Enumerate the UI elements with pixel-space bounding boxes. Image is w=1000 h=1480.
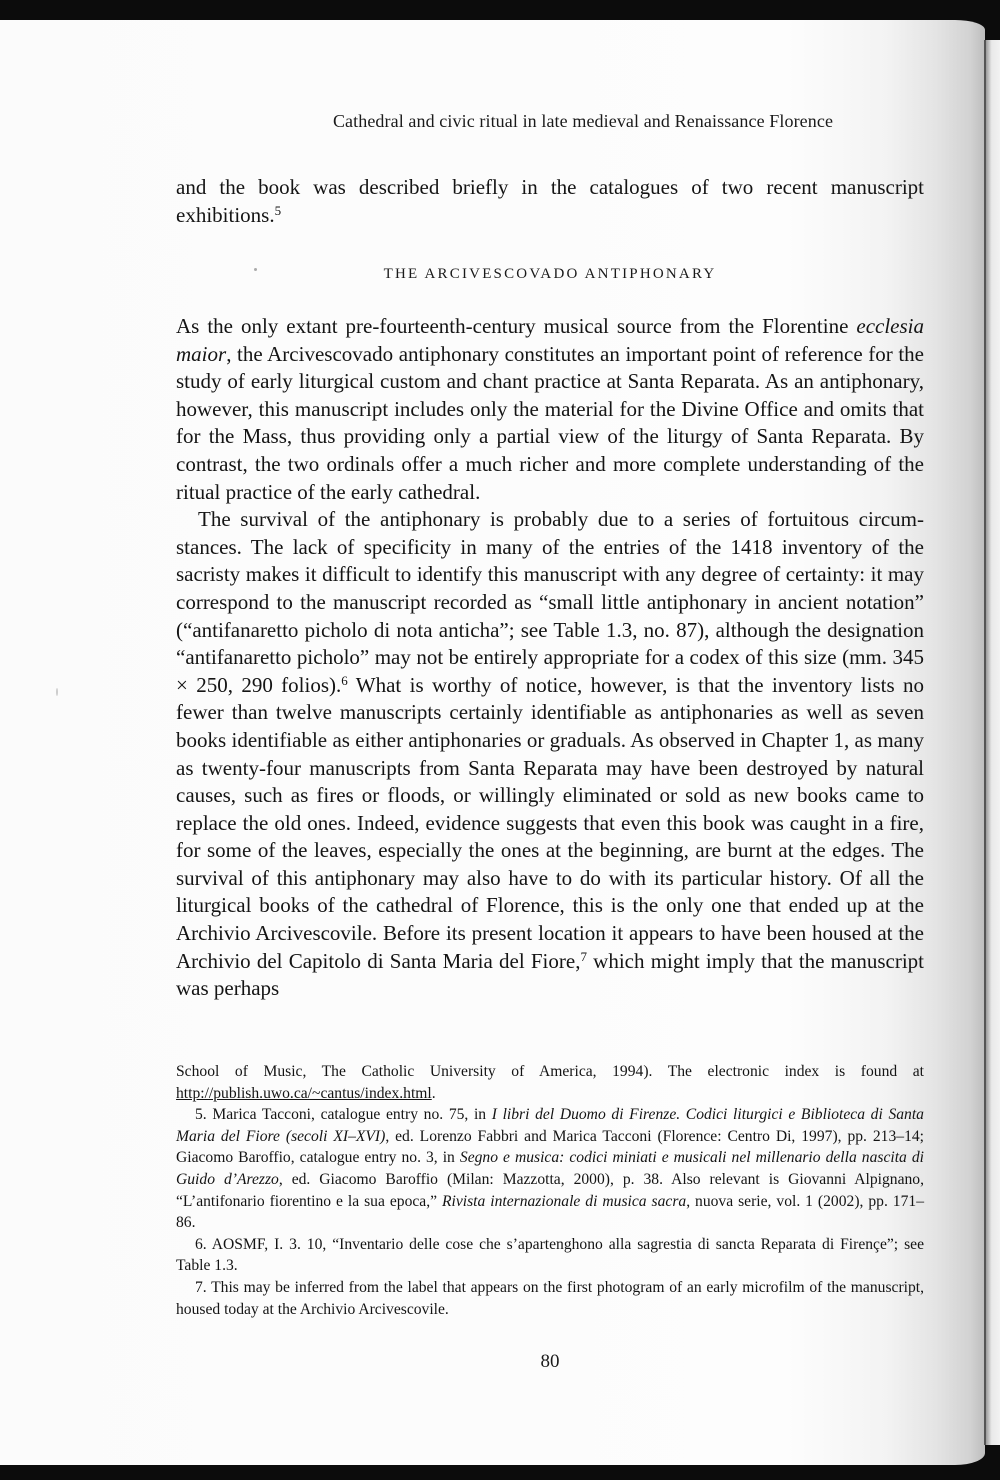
footnote-6: 6. AOSMF, I. 3. 10, “Inventario delle cose che s’apartenghono alla sagrestia di sancta Reparata di Firençe”; see Table 1.3. [176,1235,924,1275]
running-head: Cathedral and civic ritual in late medieval and Renaissance Florence [332,111,834,131]
section-heading: THE ARCIVESCOVADO ANTIPHONARY [383,266,717,282]
footnote-5: 5. Marica Tacconi, catalogue entry no. 75, in I libri del Duomo di Firenze. Codici liturgici e Biblioteca di Santa Maria del Fiore (secoli XI–XVI), ed. Lorenzo Fabbri and Marica Tacconi (Florence: Centro Di, 1997), pp. 213–14; Giacomo Baroffio, catalogue entry no. 3, in Segno e musica: codici miniati e musicali nel millenario della nascita di Guido d’Arezzo, ed. Giacomo Baroffio (Milan: Mazzotta, 2000), p. 38. Also relevant is Giovanni Alpignano, “L’antifonario fiorentino e la sua epoca,” Rivista internazionale di musica sacra, nuova serie, vol. 1 (2002), pp. 171–86. [176,1106,924,1232]
footnote-ref-5[interactable]: 5 [274,202,282,218]
paragraph-1: As the only extant pre-fourteenth-century musical source from the Florentine ecclesia maior, the Arcivescovado antiphonary constitutes an important point of reference for the study of early liturgical custom and chant practice at Santa Reparata. As an antiphonary, however, this manuscript includes only the material for the Divine Office and omits that for the Mass, thus providing only a partial view of the liturgy of Santa Reparata. By contrast, the two ordinals offer a much richer and more complete understanding of the ritual practice of the early cathedral. [176,314,924,504]
book-page [0,20,985,1465]
paper-speck [56,688,58,696]
footnote-continuation: School of Music, The Catholic University of America, 1994). The electronic index is found at http://publish.uwo.ca/~cantus/index.html. [176,1063,924,1102]
intro-text: and the book was described briefly in the catalogues of two recent manuscript exhibitions. [176,175,924,227]
footnote-number: 6. [195,1235,207,1253]
intro-paragraph [176,174,924,229]
paper-speck [254,268,257,271]
page-number: 80 [540,1351,560,1372]
footnotes [176,1061,924,1320]
cantus-index-link[interactable]: http://publish.uwo.ca/~cantus/index.html [176,1084,432,1102]
footnote-ref-7[interactable]: 7 [580,948,587,964]
adjacent-page-edge [986,40,1000,1445]
footnote-ref-6[interactable]: 6 [341,672,348,688]
footnote-7: 7. This may be inferred from the label that appears on the first photogram of an early microfilm of the manuscript, housed today at the Archivio Arcivescovile. [176,1278,924,1318]
footnote-number: 7. [195,1278,207,1296]
paragraph-2: The survival of the antiphonary is probably due to a series of fortuitous circumstances. The lack of specificity in many of the entries of the 1418 inventory of the sacristy makes it difficult to identify this manuscript with any degree of certainty: it may correspond to the manuscript recorded as “small little antiphonary in ancient notation” (“antifanaretto picholo di nota anticha”; see Table 1.3, no. 87), although the designation “antifanaretto picholo” may not be entirely appropriate for a codex of this size (mm. 345 × 250, 290 folios).$^6$ What is worthy of notice, however, is that the inventory lists no fewer than twelve manuscripts certainly identifiable as antiphonaries as well as seven books identifiable as either antiphonaries or graduals. As observed in Chapter 1, as many as twenty-four manuscripts from Santa Reparata may have been destroyed by natural causes, such as fires or floods, or willingly eliminated or sold as new books came to replace the old ones. Indeed, evidence suggests that even this book was caught in a fire, for some of the leaves, especially the ones at the beginning, are burnt at the edges. The survival of this antiphonary may also have to do with its particular history. Of all the liturgical books of the cathedral of Florence, this is the only one that ended up at the Archivio Arcivescovile. Before its present location it appears to have been housed at the Archivio del Capitolo di Santa Maria del Fiore,$^7$ which might imply that the manuscript was perhaps [176,507,924,1001]
footnote-number: 5. [195,1106,207,1124]
latin-term: ecclesia maior [176,314,924,366]
main-text [176,313,924,1003]
